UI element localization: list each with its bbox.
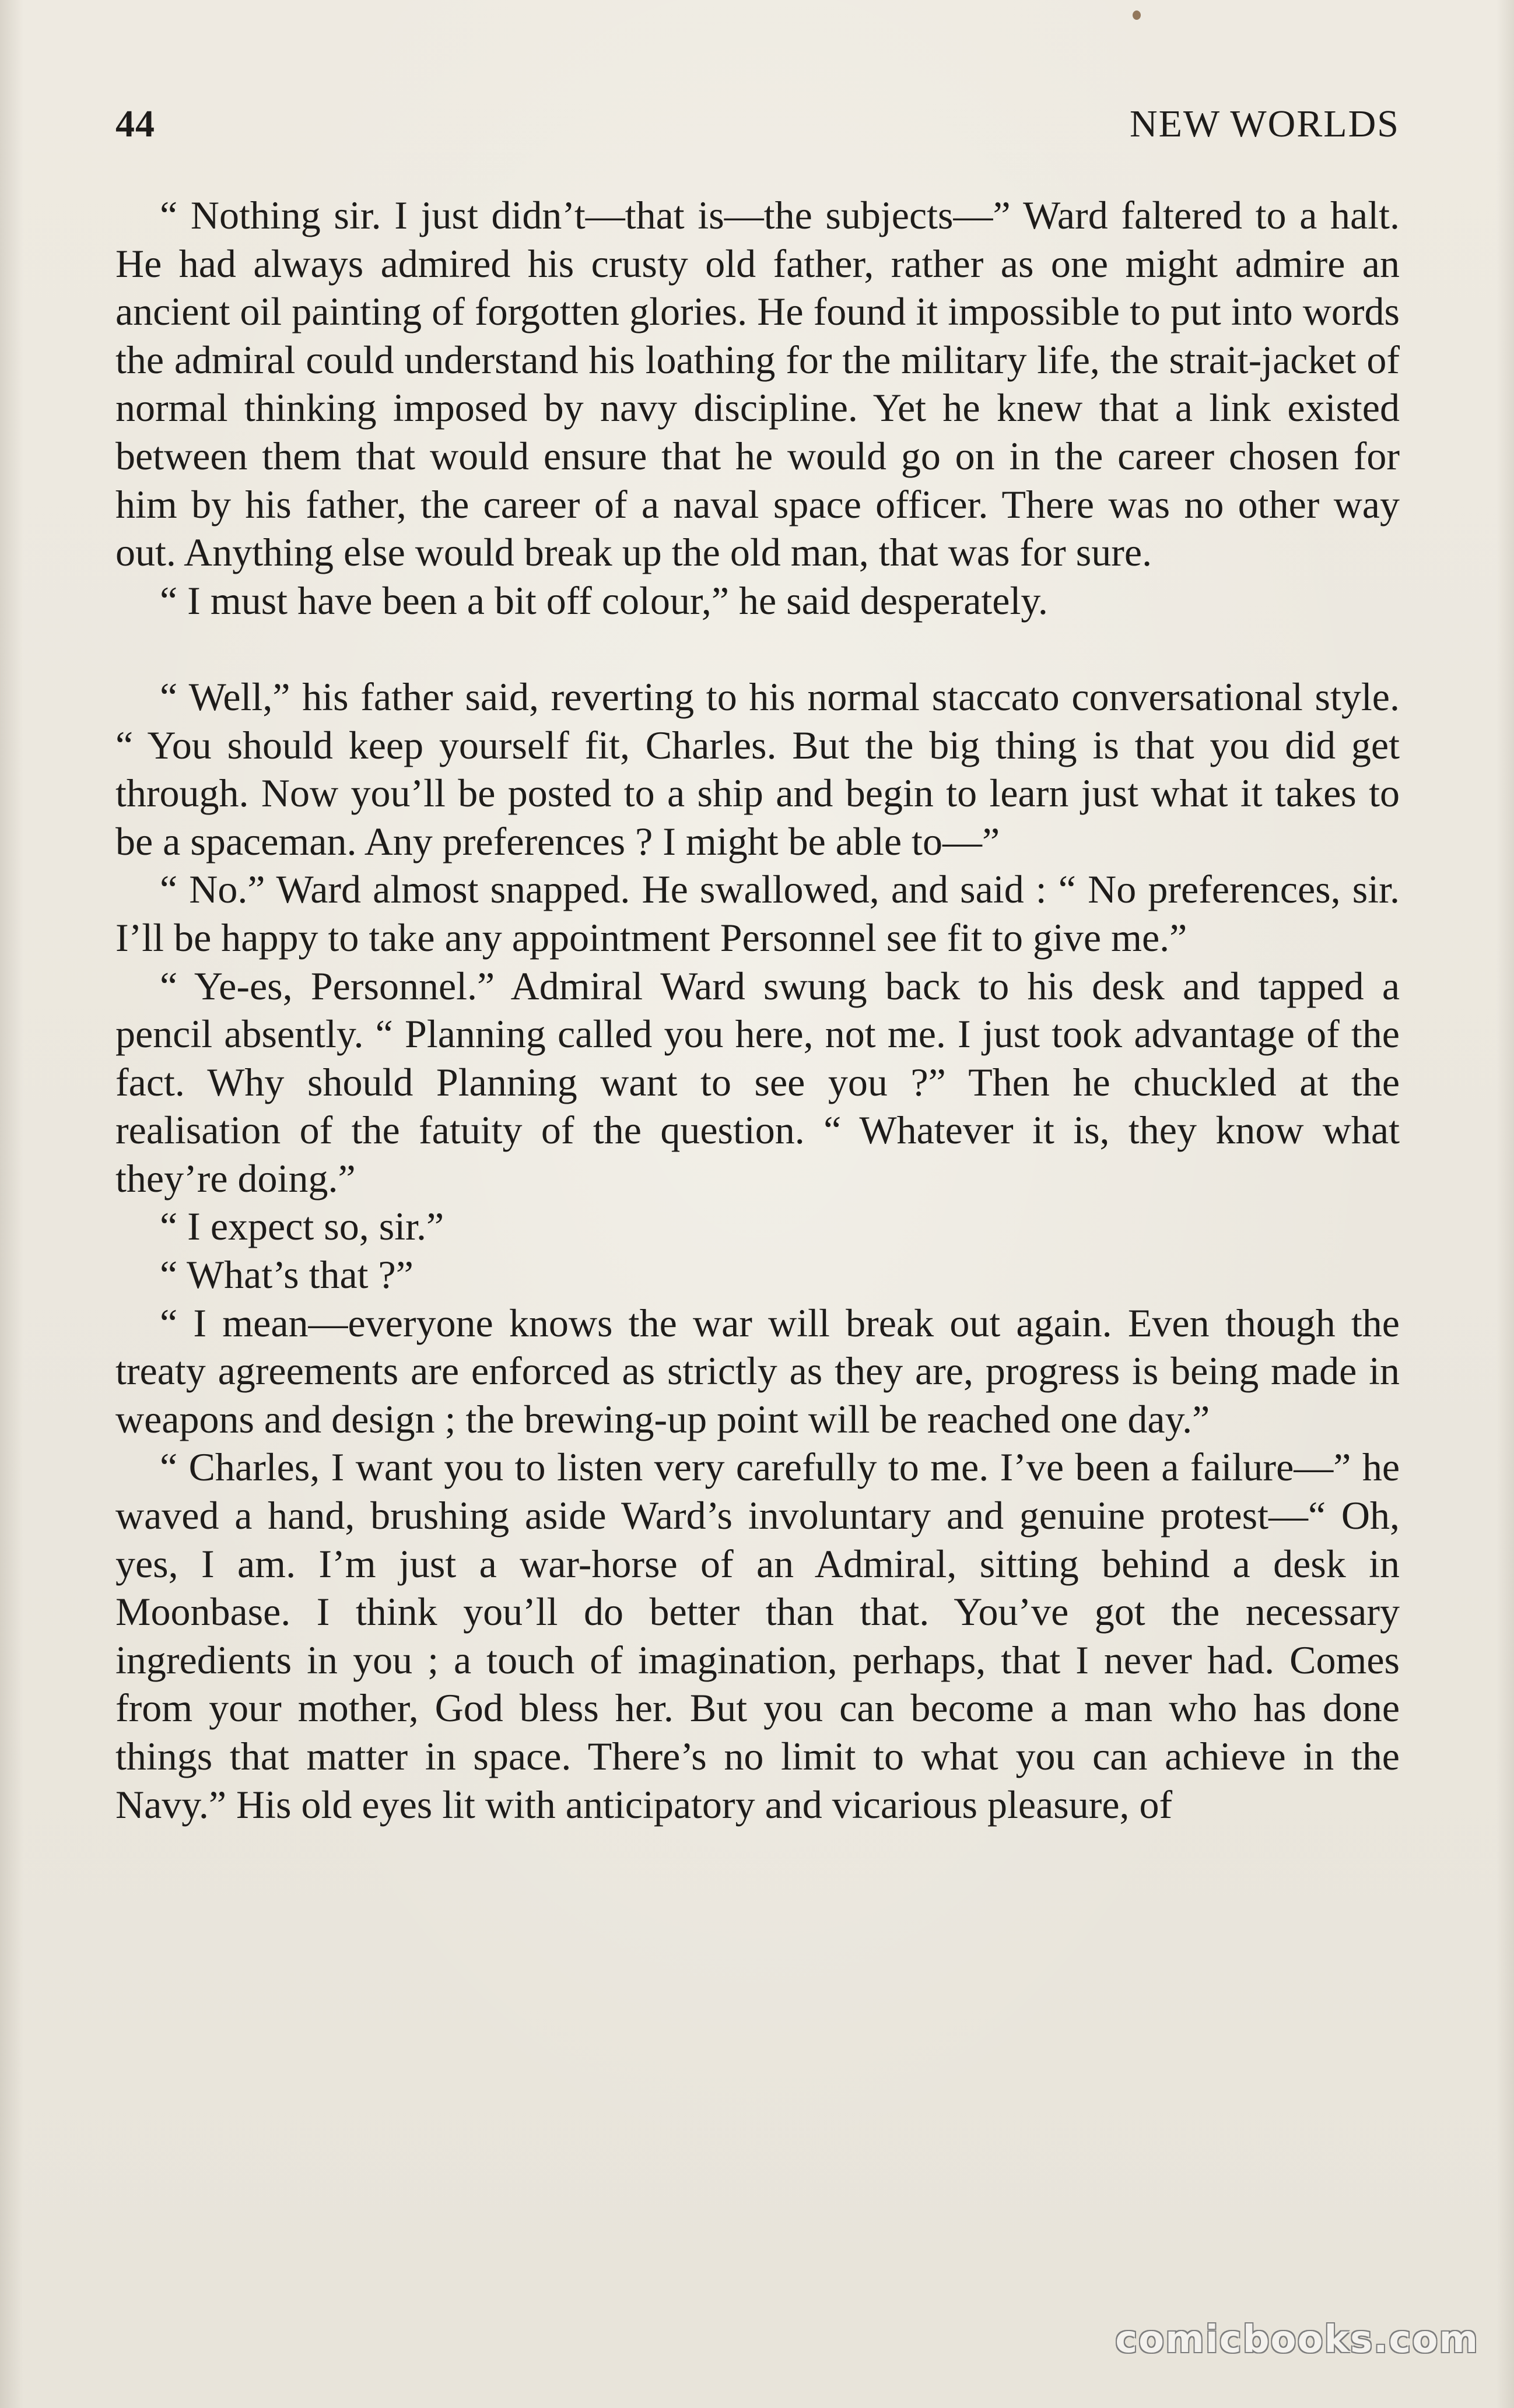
running-title: NEW WORLDS [1129,103,1400,145]
paragraph: “ Nothing sir. I just didn’t—that is—the subjects—” Ward faltered to a halt. He had always admired his crusty old father, rather as one might admire an ancient oil painting of forgotten glories. He found it impossible to put into words the admiral could understand his loathing for the military life, the strait-jacket of normal thinking imposed by navy discipline. Yet he knew that a link existed between them that would ensure that he would go on in the career chosen for him by his father, the career of a naval space officer. There was no other way out. Anything else would break up the old man, that was for sure. [115,193,1400,575]
paragraph: “ I expect so, sir.” [160,1204,444,1249]
paragraph: “ Ye-es, Personnel.” Admiral Ward swung back to his desk and tapped a pencil absently. “ Planning called you here, not me. I just took advantage of the fact. Why should Planning want to see you ?” Then he chuckled at the realisation of the fatuity of the question. “ Whatever it is, they know what they’re doing.” [115,963,1400,1201]
paragraph: “ Well,” his father said, reverting to his normal staccato conversational style. “ You should keep yourself fit, Charles. But the big thing is that you did get through. Now you’ll be posted to a ship and begin to learn just what it takes to be a spaceman. Any preferences ? I might be able to—” [115,674,1400,863]
watermark: comicbooks.com [1115,2318,1479,2361]
page-edge-shadow-left [0,0,23,2408]
paper-speck [1133,10,1141,20]
page-number: 44 [115,103,155,145]
paragraph: “ I mean—everyone knows the war will break out again. Even though the treaty agreements are enforced as strictly as they are, progress is being made in weapons and design ; the brewing-up point will be reached one day.” [115,1300,1400,1441]
paragraph: “ I must have been a bit off colour,” he said desperately. [160,578,1048,623]
paragraph: “ Charles, I want you to listen very carefully to me. I’ve been a failure—” he waved a hand, brushing aside Ward’s involuntary and genuine protest—“ Oh, yes, I am. I’m just a war-horse of an Admiral, sitting behind a desk in Moonbase. I think you’ll do better than that. You’ve got the necessary ingredients in you ; a touch of imagination, perhaps, that I never had. Comes from your mother, God bless her. But you can become a man who has done things that matter in space. There’s no limit to what you can achieve in the Navy.” His old eyes lit with anticipatory and vicarious pleasure, of [115,1445,1400,1827]
paragraph: “ No.” Ward almost snapped. He swallowed, and said : “ No preferences, sir. I’ll be happy to take any appointment Personnel see fit to give me.” [115,867,1400,960]
story-text [115,191,1400,1828]
page-header [115,98,1400,150]
page-edge-shadow-right [1497,0,1514,2408]
paragraph: “ What’s that ?” [160,1252,413,1297]
